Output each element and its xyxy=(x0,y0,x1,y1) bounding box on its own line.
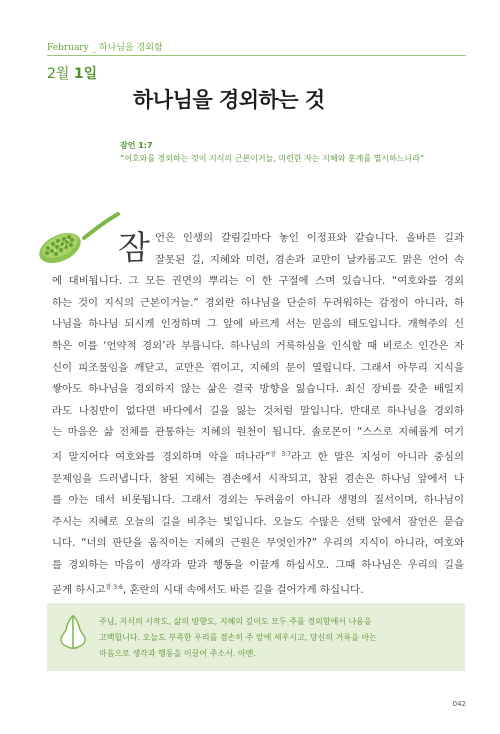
body-line: 주시는 지혜로 오늘의 길을 비추는 빛입니다. 오늘도 수많은 선택 앞에서 잠언은 묻습 xyxy=(52,515,464,528)
body-line-segment: 곧게 하시고 xyxy=(52,583,106,596)
body-line: 나님을 하나님 되시게 인정하며 그 앞에 바르게 서는 믿음의 태도입니다. 개혁주의 신 xyxy=(52,318,464,331)
body-line: 잘못된 길, 지혜와 미련, 겸손과 교만이 날카롭고도 맑은 언어 속 xyxy=(155,253,464,266)
page-number: 042 xyxy=(452,700,466,708)
scripture-ref: 잠 3:7 xyxy=(270,450,292,458)
body-line: 언은 인생의 갈림길마다 놓인 이정표와 같습니다. 올바른 길과 xyxy=(155,232,464,244)
body-line-segment: , 혼란의 시대 속에서도 바른 길을 걸어가게 하십니다. xyxy=(122,583,364,596)
date-month: 2월 xyxy=(47,66,70,82)
prayer-text xyxy=(99,614,459,662)
body-line: 신이 피조물임을 깨닫고, 교만은 꺾이고, 지혜의 문이 열립니다. 그래서 아무리 지식을 xyxy=(52,361,464,374)
header-divider xyxy=(47,55,466,56)
body-line: 문제임을 드러냅니다. 참된 지혜는 겸손에서 시작되고, 참된 겸손은 하나님 앞에서 나 xyxy=(52,472,464,485)
body-line: 학은 이를 ‘언약적 경외’라 부릅니다. 하나님의 거룩하심을 인식할 때 비로소 인간은 자 xyxy=(52,339,464,352)
body-text xyxy=(52,228,464,601)
body-line: 는 마음은 삶 전체를 관통하는 지혜의 원천이 됩니다. 솔로몬이 “스스로 지혜롭게 여기 xyxy=(52,426,464,439)
prayer-line: 주님, 지식의 시작도, 삶의 방향도, 지혜의 깊이도 모두 주를 경외함에서 나옴을 xyxy=(99,617,372,626)
body-line: 쌓아도 하나님을 경외하지 않는 삶은 결국 방향을 잃습니다. 최신 장비를 갖춘 배일지 xyxy=(52,383,464,396)
body-line-with-ref xyxy=(52,444,464,469)
body-line-segment: 지 말지어다 여호와를 경외하며 악을 떠나라” xyxy=(52,450,271,463)
prayer-box xyxy=(47,603,465,671)
body-line: 라도 나침반이 없다면 바다에서 길을 잃는 것처럼 말입니다. 반대로 하나님을 경외하 xyxy=(52,404,464,417)
prayer-line: 고백합니다. 오늘도 부족한 우리를 겸손히 주 앞에 세우시고, 당신의 거룩을 아는 xyxy=(99,633,377,642)
prayer-line: 마음으로 생각과 행동을 이끌어 주소서. 아멘. xyxy=(99,649,256,658)
date-label xyxy=(47,63,97,83)
body-line-with-ref xyxy=(52,577,464,602)
page-title: 하나님을 경외하는 것 xyxy=(133,88,325,112)
body-line: 니다. “너의 판단을 움직이는 지혜의 근원은 무엇인가?” 우리의 지식이 아니라, 여호와 xyxy=(52,537,464,550)
body-line: 에 대비됩니다. 그 모든 권면의 뿌리는 이 한 구절에 스며 있습니다. “여호와를 경외 xyxy=(52,275,464,288)
running-header: February _ 하나님을 경외함 xyxy=(47,43,163,53)
body-line: 를 경외하는 마음이 생각과 말과 행동을 이끌게 하십시오. 그때 하나님은 우리의 길을 xyxy=(52,558,464,571)
verse-text: “여호와를 경외하는 것이 지식의 근본이거늘, 미련한 자는 지혜와 훈계를 멸시하느니라” xyxy=(120,154,425,163)
scripture-ref: 잠 3:6 xyxy=(105,583,123,591)
praying-hands-icon xyxy=(56,614,90,650)
verse-reference: 잠언 1:7 xyxy=(120,141,153,150)
body-line: 를 아는 데서 비롯됩니다. 그래서 경외는 두려움이 아니라 생명의 질서이며, 하나님이 xyxy=(52,494,464,507)
body-line: 하는 것이 지식의 근본이거늘.” 경외란 하나님을 단순히 두려워하는 감정이 아니라, 하 xyxy=(52,296,464,309)
drop-cap: 잠 xyxy=(118,228,150,267)
date-day: 1일 xyxy=(73,66,98,82)
body-line-segment: 라고 한 말은 지성이 아니라 중심의 xyxy=(291,450,464,463)
